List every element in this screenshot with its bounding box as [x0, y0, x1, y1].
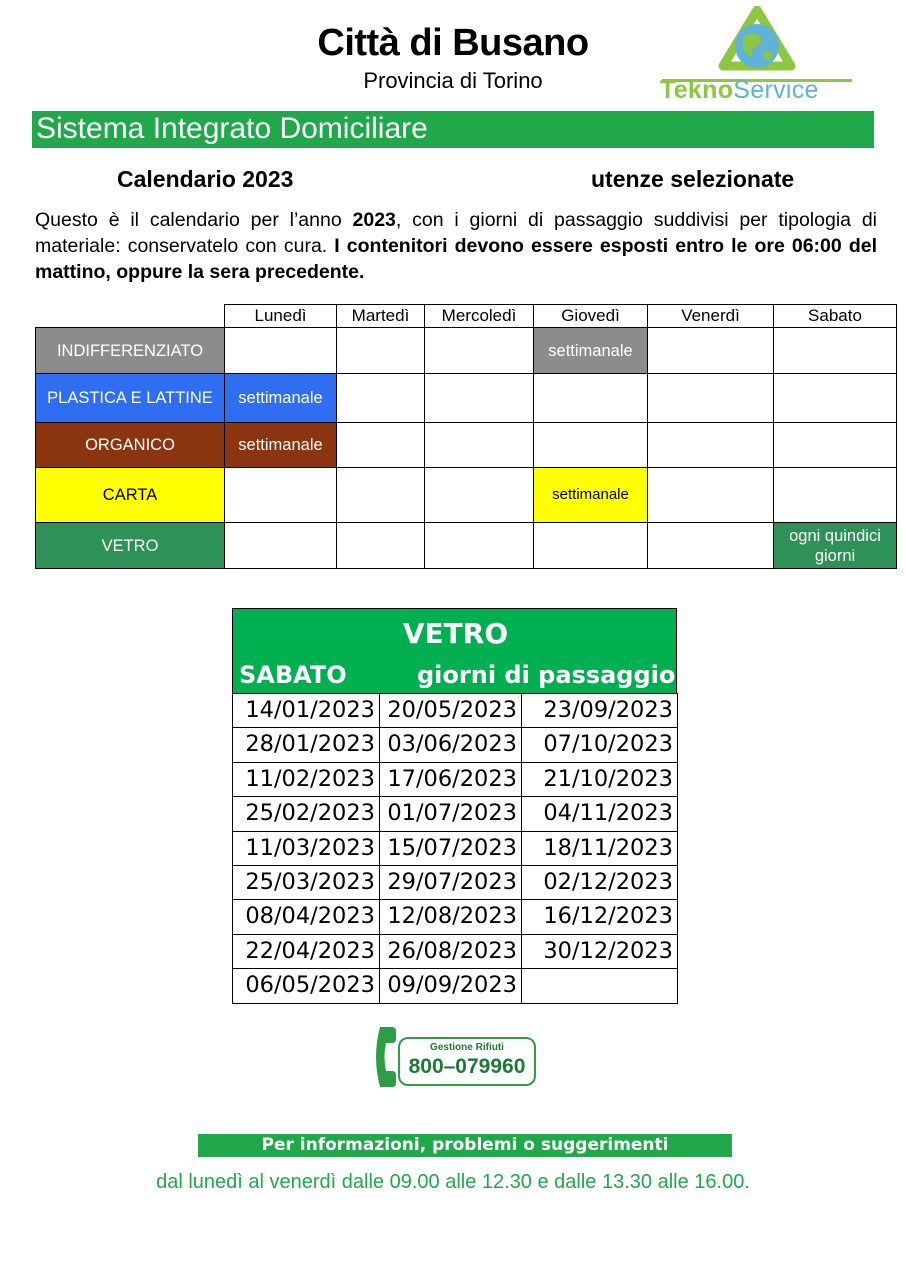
phone-number[interactable]: 800–079960 [408, 1055, 526, 1078]
logo-wordmark: TeknoService [660, 76, 819, 104]
schedule-cell [773, 327, 897, 374]
vetro-day-label: SABATO [239, 661, 347, 689]
users-label: utenze selezionate [591, 166, 795, 192]
vetro-date-cell [521, 968, 678, 1003]
vetro-date-cell: 11/03/2023 [232, 831, 380, 866]
vetro-date-cell: 09/09/2023 [379, 968, 522, 1003]
schedule-cell: settimanale [224, 373, 337, 423]
schedule-cell [424, 522, 534, 569]
schedule-cell [224, 467, 337, 523]
vetro-date-cell: 29/07/2023 [379, 865, 522, 900]
vetro-date-cell: 30/12/2023 [521, 934, 678, 969]
schedule-cell [336, 422, 425, 468]
day-header: Martedì [336, 304, 425, 328]
schedule-cell [647, 327, 774, 374]
vetro-subtitle: giorni di passaggio [417, 661, 676, 689]
vetro-date-cell: 25/03/2023 [232, 865, 380, 900]
vetro-date-cell: 23/09/2023 [521, 693, 678, 728]
vetro-table-title: VETRO [402, 617, 509, 650]
vetro-date-cell: 15/07/2023 [379, 831, 522, 866]
schedule-cell [647, 467, 774, 523]
office-hours: dal lunedì al venerdì dalle 09.00 alle 12.30 e dalle 13.30 alle 16.00. [156, 1171, 750, 1193]
banner-title: Sistema Integrato Domiciliare [36, 112, 428, 145]
schedule-cell [647, 373, 774, 423]
vetro-date-cell: 11/02/2023 [232, 762, 380, 797]
vetro-date-cell: 04/11/2023 [521, 796, 678, 831]
schedule-cell [773, 422, 897, 468]
material-label: ORGANICO [35, 422, 225, 468]
schedule-cell: settimanale [224, 422, 337, 468]
phone-icon [370, 1023, 400, 1091]
vetro-date-cell: 17/06/2023 [379, 762, 522, 797]
schedule-cell [647, 522, 774, 569]
schedule-cell: ogni quindici giorni [773, 522, 897, 569]
province-subtitle: Provincia di Torino [363, 68, 543, 93]
schedule-cell: settimanale [533, 327, 648, 374]
day-header: Venerdì [647, 304, 774, 328]
schedule-cell [424, 327, 534, 374]
schedule-cell: settimanale [533, 467, 648, 523]
day-header: Mercoledì [424, 304, 534, 328]
vetro-date-cell: 01/07/2023 [379, 796, 522, 831]
schedule-cell [336, 522, 425, 569]
vetro-date-cell: 20/05/2023 [379, 693, 522, 728]
schedule-cell [424, 422, 534, 468]
material-label: PLASTICA E LATTINE [35, 373, 225, 423]
material-label: VETRO [35, 522, 225, 569]
schedule-cell [336, 373, 425, 423]
schedule-cell [224, 327, 337, 374]
material-label: CARTA [35, 467, 225, 523]
schedule-cell [336, 467, 425, 523]
schedule-cell [224, 522, 337, 569]
vetro-table-header [232, 608, 677, 694]
schedule-cell [773, 373, 897, 423]
schedule-cell [533, 522, 648, 569]
vetro-date-cell: 21/10/2023 [521, 762, 678, 797]
vetro-date-cell: 08/04/2023 [232, 899, 380, 934]
vetro-date-cell: 06/05/2023 [232, 968, 380, 1003]
day-header: Lunedì [224, 304, 337, 328]
day-header: Giovedì [533, 304, 648, 328]
phone-label: Gestione Rifiuti [430, 1042, 504, 1053]
schedule-cell [773, 467, 897, 523]
vetro-date-cell: 18/11/2023 [521, 831, 678, 866]
vetro-date-cell: 16/12/2023 [521, 899, 678, 934]
calendar-title: Calendario 2023 [117, 166, 294, 192]
vetro-date-cell: 03/06/2023 [379, 727, 522, 762]
vetro-date-cell: 14/01/2023 [232, 693, 380, 728]
city-title: Città di Busano [317, 22, 589, 64]
vetro-date-cell: 26/08/2023 [379, 934, 522, 969]
day-header: Sabato [773, 304, 897, 328]
schedule-cell [424, 467, 534, 523]
vetro-date-cell: 25/02/2023 [232, 796, 380, 831]
schedule-cell [533, 373, 648, 423]
schedule-cell [533, 422, 648, 468]
schedule-cell [647, 422, 774, 468]
material-label: INDIFFERENZIATO [35, 327, 225, 374]
vetro-date-cell: 02/12/2023 [521, 865, 678, 900]
vetro-date-cell: 12/08/2023 [379, 899, 522, 934]
schedule-cell [424, 373, 534, 423]
schedule-cell [336, 327, 425, 374]
info-bar-text: Per informazioni, problemi o suggerimenti [261, 1135, 669, 1155]
vetro-date-cell: 28/01/2023 [232, 727, 380, 762]
vetro-date-cell: 07/10/2023 [521, 727, 678, 762]
vetro-date-cell: 22/04/2023 [232, 934, 380, 969]
intro-paragraph: Questo è il calendario per l’anno 2023, con i giorni di passaggio suddivisi per tipologia di materiale: conservatelo con cura. I contenitori devono essere esposti entro le ore 06:00 del mattino, oppure la sera precedente. [35, 209, 877, 283]
